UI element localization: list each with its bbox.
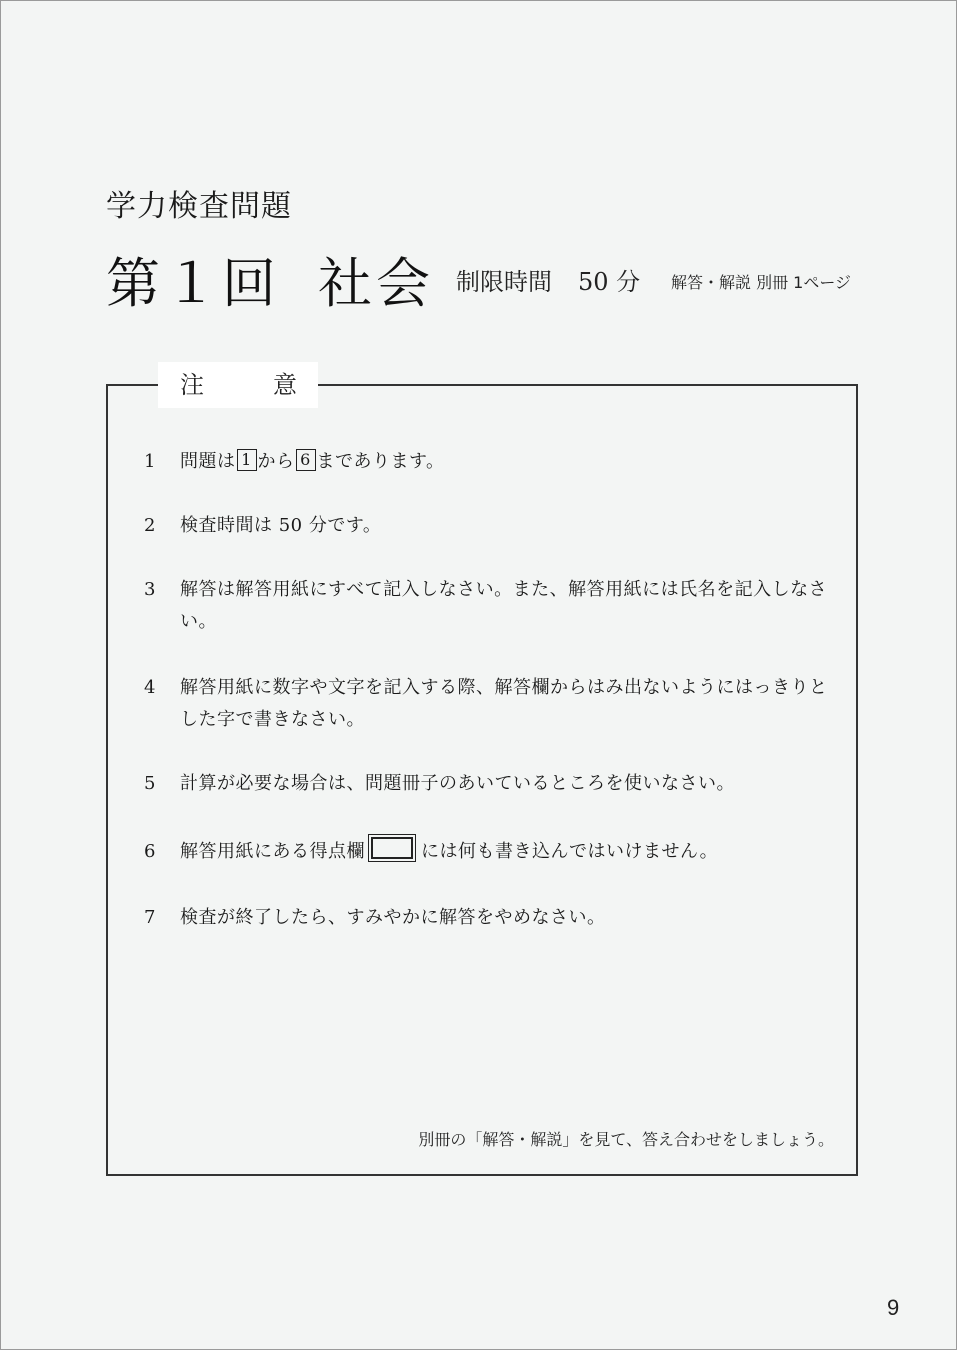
item-text-part: まであります。 bbox=[316, 451, 445, 472]
item-text: 検査が終了したら、すみやかに解答をやめなさい。 bbox=[180, 907, 606, 928]
page-number: 9 bbox=[887, 1295, 900, 1320]
item-text-part: には何も書き込んではいけません。 bbox=[421, 841, 719, 862]
round-title: 第１回 bbox=[106, 252, 280, 315]
item-number: 2 bbox=[144, 515, 156, 536]
time-limit-value: 50 分 bbox=[578, 268, 641, 296]
question-number-box: 1 bbox=[237, 449, 257, 471]
notice-box bbox=[106, 371, 858, 1176]
item-text: 計算が必要な場合は、問題冊子のあいているところを使いなさい。 bbox=[180, 773, 735, 794]
item-text: 解答は解答用紙にすべて記入しなさい。また、解答用紙には氏名を記入しなさい。 bbox=[180, 579, 828, 632]
item-text bbox=[180, 836, 830, 868]
notice-heading bbox=[158, 362, 318, 408]
item-text-part: から bbox=[257, 451, 295, 472]
item-number: 3 bbox=[144, 579, 156, 600]
notice-heading-char-1: 注 bbox=[180, 371, 204, 399]
item-text: 検査時間は 50 分です。 bbox=[180, 515, 382, 536]
footnote: 別冊の「解答・解説」を見て、答え合わせをしましょう。 bbox=[418, 1130, 834, 1149]
exam-subtitle: 学力検査問題 bbox=[106, 189, 292, 224]
time-limit bbox=[456, 267, 640, 297]
item-text-part: 解答用紙にある得点欄 bbox=[180, 841, 365, 862]
question-number-box: 6 bbox=[296, 449, 316, 471]
notice-heading-char-2: 意 bbox=[273, 371, 297, 399]
item-text bbox=[180, 446, 830, 478]
item-text: 解答用紙に数字や文字を記入する際、解答欄からはみ出ないようにはっきりとした字で書きなさい。 bbox=[180, 677, 828, 730]
item-number: 6 bbox=[144, 841, 156, 862]
score-box-icon bbox=[371, 837, 413, 859]
item-number: 5 bbox=[144, 773, 156, 794]
item-number: 4 bbox=[144, 677, 156, 698]
subject-title: 社会 bbox=[318, 252, 434, 315]
time-limit-label: 制限時間 bbox=[456, 268, 552, 296]
answer-reference: 解答・解説 別冊 1ページ bbox=[671, 273, 852, 292]
item-number: 7 bbox=[144, 907, 156, 928]
item-number: 1 bbox=[144, 451, 156, 472]
item-text-part: 問題は bbox=[180, 451, 236, 472]
